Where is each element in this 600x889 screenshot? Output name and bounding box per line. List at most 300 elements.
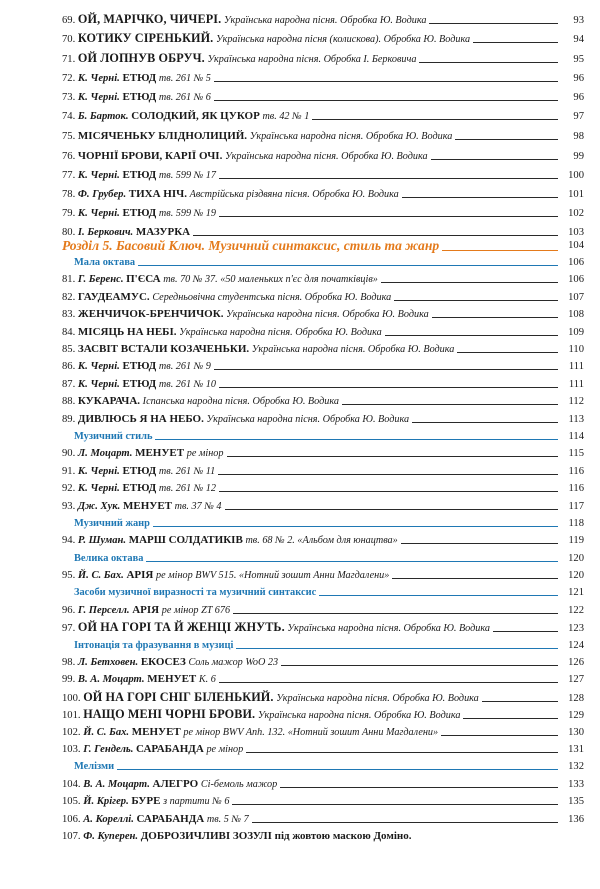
entry-description: Українська народна пісня (колискова). Обробка Ю. Водика xyxy=(215,34,471,45)
entry-composer: К. Черні. xyxy=(77,483,120,494)
entry-number: 97. xyxy=(62,623,76,634)
page-number: 128 xyxy=(568,693,584,704)
leader-line xyxy=(232,804,558,805)
section-title: Музичний жанр xyxy=(74,518,150,529)
entry-title: ЕТЮД xyxy=(122,91,157,103)
entry-number: 84. xyxy=(62,327,76,338)
leader-line xyxy=(493,631,558,632)
entry-number: 69. xyxy=(62,15,76,26)
entry-title: П'ЄСА xyxy=(126,273,161,285)
entry-description: Українська народна пісня. Обробка І. Берковича xyxy=(207,54,417,65)
entry-number: 89. xyxy=(62,414,76,425)
entry-number: 91. xyxy=(62,466,76,477)
page-number: 114 xyxy=(568,431,584,442)
leader-line xyxy=(236,648,558,649)
entry-title: ДОБРОЗИЧЛИВІ ЗОЗУЛІ під жовтою маскою Доміно. xyxy=(140,830,412,842)
page-number: 95 xyxy=(573,54,584,65)
page-number: 127 xyxy=(568,674,584,685)
page-number: 117 xyxy=(568,501,584,512)
entry-description: тв. 599 № 17 xyxy=(158,170,216,181)
toc-entry xyxy=(62,447,584,460)
entry-number: 93. xyxy=(62,501,76,512)
entry-title: НАЩО МЕНІ ЧОРНІ БРОВИ. xyxy=(83,707,256,721)
entry-title: БУРЕ xyxy=(131,795,161,807)
entry-description: тв. 261 № 11 xyxy=(158,466,216,477)
page-number: 111 xyxy=(568,361,584,372)
leader-line xyxy=(153,526,558,527)
entry-text xyxy=(62,569,389,582)
entry-description: Українська народна пісня. Обробка Ю. Водика xyxy=(225,151,428,162)
page-number: 118 xyxy=(568,518,584,529)
page-number: 100 xyxy=(568,170,584,181)
page-number: 115 xyxy=(568,448,584,459)
toc-entry xyxy=(62,343,584,356)
leader-line xyxy=(455,139,558,140)
entry-text xyxy=(62,534,398,547)
entry-description: Українська народна пісня. Обробка Ю. Водика xyxy=(287,623,490,634)
page-number: 110 xyxy=(568,344,584,355)
entry-composer: К. Черні. xyxy=(77,170,120,181)
toc-entry xyxy=(62,52,584,66)
entry-title: МЕНУЕТ xyxy=(135,447,185,459)
entry-title: ОЙ НА ГОРІ ТА Й ЖЕНЦІ ЖНУТЬ. xyxy=(77,620,285,634)
toc-entry xyxy=(62,691,584,705)
page-number: 120 xyxy=(568,570,584,581)
page-number: 104 xyxy=(568,240,584,251)
toc-entry xyxy=(62,13,584,27)
entry-number: 79. xyxy=(62,208,76,219)
toc-entry xyxy=(62,188,584,201)
entry-description: Українська народна пісня. Обробка Ю. Водика xyxy=(226,309,429,320)
entry-description: Соль мажор WoO 23 xyxy=(188,657,279,668)
leader-line xyxy=(155,439,558,440)
entry-composer: Й. С. Бах. xyxy=(77,570,124,581)
section-title: Велика октава xyxy=(74,553,144,564)
page-number: 93 xyxy=(573,15,584,26)
entry-text xyxy=(62,726,438,739)
leader-line xyxy=(225,509,558,510)
leader-line xyxy=(193,235,558,236)
toc-entry xyxy=(62,130,584,143)
entry-description: Українська народна пісня. Обробка Ю. Водика xyxy=(276,693,479,704)
toc-entry xyxy=(62,72,584,85)
entry-title: АРІЯ xyxy=(126,569,154,581)
entry-title: МЕНУЕТ xyxy=(147,673,197,685)
entry-composer: Г. Гендель. xyxy=(83,744,134,755)
entry-number: 71. xyxy=(62,54,76,65)
section-title: Музичний стиль xyxy=(74,431,153,442)
entry-text xyxy=(62,72,211,85)
entry-text xyxy=(62,691,479,705)
entry-text xyxy=(62,778,277,791)
entry-description: Австрійська різдвяна пісня. Обробка Ю. Водика xyxy=(189,189,399,200)
leader-line xyxy=(482,701,558,702)
entry-title: МАЗУРКА xyxy=(135,226,191,238)
entry-composer: К. Черні. xyxy=(77,73,120,84)
entry-composer: А. Кореллі. xyxy=(83,814,134,825)
section-title: Засоби музичної виразності та музичний синтаксис xyxy=(74,587,317,598)
leader-line xyxy=(429,23,558,24)
entry-title: АЛЕГРО xyxy=(152,778,199,790)
leader-line xyxy=(385,335,558,336)
chapter-title: Розділ 5. Басовий Ключ. Музичний синтаксис, стиль та жанр xyxy=(62,238,440,253)
entry-title: ЗАСВІТ ВСТАЛИ КОЗАЧЕНЬКИ. xyxy=(77,343,250,355)
chapter-heading xyxy=(62,238,584,254)
entry-text xyxy=(62,308,429,321)
leader-line xyxy=(219,682,558,683)
page-number: 122 xyxy=(568,605,584,616)
toc-entry xyxy=(62,726,584,739)
entry-number: 76. xyxy=(62,151,76,162)
entry-title: КУКАРАЧА. xyxy=(77,395,141,407)
page-number: 94 xyxy=(573,34,584,45)
toc-entry xyxy=(62,32,584,46)
page-number: 96 xyxy=(573,92,584,103)
entry-description: Іспанська народна пісня. Обробка Ю. Водика xyxy=(142,396,339,407)
entry-text xyxy=(62,378,216,391)
page-number: 136 xyxy=(568,814,584,825)
entry-title: МІСЯЧЕНЬКУ БЛІДНОЛИЦИЙ. xyxy=(77,130,248,142)
page-number: 135 xyxy=(568,796,584,807)
entry-title: ЕТЮД xyxy=(122,169,157,181)
section-title: Мала октава xyxy=(74,257,136,268)
entry-text xyxy=(62,708,460,722)
entry-title: ЕТЮД xyxy=(122,72,157,84)
toc-entry xyxy=(62,604,584,617)
toc-entry xyxy=(62,169,584,182)
toc-entry xyxy=(62,378,584,391)
toc-entry xyxy=(62,91,584,104)
entry-number: 73. xyxy=(62,92,76,103)
entry-description: ре мінор xyxy=(206,744,244,755)
entry-number: 90. xyxy=(62,448,76,459)
entry-composer: К. Черні. xyxy=(77,379,120,390)
entry-composer: К. Черні. xyxy=(77,466,120,477)
entry-description: тв. 42 № 1 xyxy=(262,111,310,122)
leader-line xyxy=(401,543,558,544)
entry-title: ЖЕНЧИЧОК-БРЕНЧИЧОК. xyxy=(77,308,224,320)
entry-description: тв. 261 № 12 xyxy=(158,483,216,494)
section-heading xyxy=(62,552,584,565)
entry-text xyxy=(62,673,216,686)
entry-number: 106. xyxy=(62,814,81,825)
entry-description: тв. 68 № 2. «Альбом для юнацтва» xyxy=(245,535,398,546)
entry-description: тв. 261 № 10 xyxy=(158,379,216,390)
entry-description: тв. 37 № 4 xyxy=(174,501,222,512)
leader-line xyxy=(214,81,558,82)
leader-line xyxy=(381,282,558,283)
page-number: 99 xyxy=(573,151,584,162)
page-number: 101 xyxy=(568,189,584,200)
entry-text xyxy=(62,13,426,27)
entry-text xyxy=(62,656,278,669)
entry-description: ре мінор BWV 515. «Нотний зошит Анни Магдалени» xyxy=(155,570,390,581)
entry-number: 95. xyxy=(62,570,76,581)
entry-number: 99. xyxy=(62,674,76,685)
page-number: 97 xyxy=(573,111,584,122)
leader-line xyxy=(394,300,558,301)
leader-line xyxy=(219,491,558,492)
toc-entry xyxy=(62,621,584,635)
entry-number: 88. xyxy=(62,396,76,407)
entry-number: 101. xyxy=(62,710,81,721)
entry-number: 98. xyxy=(62,657,76,668)
entry-title: МЕНУЕТ xyxy=(122,500,172,512)
entry-composer: Дж. Хук. xyxy=(77,501,121,512)
entry-title: СОЛОДКИЙ, ЯК ЦУКОР xyxy=(131,110,260,122)
entry-number: 87. xyxy=(62,379,76,390)
leader-line xyxy=(214,100,558,101)
toc-entry xyxy=(62,778,584,791)
entry-description: Українська народна пісня. Обробка Ю. Водика xyxy=(251,344,455,355)
toc-entry xyxy=(62,743,584,756)
entry-number: 105. xyxy=(62,796,81,807)
leader-line xyxy=(412,422,558,423)
entry-title: АРІЯ xyxy=(132,604,160,616)
entry-number: 82. xyxy=(62,292,76,303)
entry-description: тв. 261 № 9 xyxy=(158,361,211,372)
leader-line xyxy=(431,159,558,160)
toc-entry xyxy=(62,569,584,582)
entry-number: 78. xyxy=(62,189,76,200)
leader-line xyxy=(441,735,558,736)
toc-entry xyxy=(62,150,584,163)
entry-description: Українська народна пісня. Обробка Ю. Водика xyxy=(249,131,453,142)
section-title: Мелізми xyxy=(74,761,115,772)
leader-line xyxy=(246,752,558,753)
section-heading xyxy=(62,586,584,599)
entry-text xyxy=(62,110,309,123)
entry-description: Українська народна пісня. Обробка Ю. Водика xyxy=(223,15,427,26)
entry-text xyxy=(62,500,222,513)
entry-text xyxy=(62,482,216,495)
entry-number: 70. xyxy=(62,34,76,45)
page-number: 132 xyxy=(568,761,584,772)
toc-entry xyxy=(62,360,584,373)
entry-description: Українська народна пісня. Обробка Ю. Водика xyxy=(206,414,410,425)
leader-line xyxy=(312,119,558,120)
entry-text xyxy=(62,32,470,46)
entry-composer: Г. Перселл. xyxy=(77,605,130,616)
leader-line xyxy=(463,718,558,719)
entry-composer: В. А. Моцарт. xyxy=(83,779,150,790)
entry-composer: Л. Бетховен. xyxy=(77,657,139,668)
entry-description: тв. 5 № 7 xyxy=(206,814,249,825)
entry-composer: Ф. Куперен. xyxy=(83,831,139,842)
entry-number: 96. xyxy=(62,605,76,616)
toc-entry xyxy=(62,534,584,547)
entry-number: 104. xyxy=(62,779,81,790)
entry-description: Сі-бемоль мажор xyxy=(200,779,278,790)
page-number: 133 xyxy=(568,779,584,790)
entry-text xyxy=(62,395,339,408)
leader-line xyxy=(319,595,558,596)
entry-text xyxy=(62,621,490,635)
leader-line xyxy=(117,769,558,770)
entry-description: тв. 599 № 19 xyxy=(158,208,216,219)
leader-line xyxy=(214,369,558,370)
page-number: 131 xyxy=(568,744,584,755)
entry-description: Середньовічна студентська пісня. Обробка Ю. Водика xyxy=(152,292,392,303)
page-number: 121 xyxy=(568,587,584,598)
section-title: Інтонація та фразування в музиці xyxy=(74,640,234,651)
entry-description: ре мінор BWV Anh. 132. «Нотний зошит Анни Магдалени» xyxy=(183,727,439,738)
entry-title: ОЙ, МАРІЧКО, ЧИЧЕРІ. xyxy=(77,12,222,26)
entry-title: ЕТЮД xyxy=(122,465,157,477)
entry-title: ОЙ НА ГОРІ СНІГ БІЛЕНЬКИЙ. xyxy=(83,690,274,704)
entry-text xyxy=(62,360,211,373)
entry-text xyxy=(62,447,224,460)
entry-text xyxy=(62,413,409,426)
entry-title: ЕТЮД xyxy=(122,482,157,494)
toc-entry xyxy=(62,110,584,123)
entry-composer: Б. Барток. xyxy=(77,111,129,122)
leader-line xyxy=(342,404,558,405)
toc-entry xyxy=(62,708,584,722)
page-number: 120 xyxy=(568,553,584,564)
entry-text xyxy=(62,273,378,286)
entry-description: К. 6 xyxy=(198,674,216,685)
toc-entry xyxy=(62,813,584,826)
entry-number: 77. xyxy=(62,170,76,181)
entry-description: тв. 261 № 6 xyxy=(158,92,211,103)
toc-entry xyxy=(62,207,584,220)
entry-text xyxy=(62,169,216,182)
toc-entry xyxy=(62,830,584,843)
page-number: 116 xyxy=(568,483,584,494)
entry-number: 103. xyxy=(62,744,81,755)
leader-line xyxy=(252,822,558,823)
entry-description: ре мінор xyxy=(186,448,224,459)
entry-text xyxy=(62,150,428,163)
leader-line xyxy=(146,561,558,562)
leader-line xyxy=(218,474,558,475)
section-heading xyxy=(62,517,584,530)
page-number: 98 xyxy=(573,131,584,142)
page-number: 129 xyxy=(568,710,584,721)
page-number: 109 xyxy=(568,327,584,338)
entry-text xyxy=(62,130,452,143)
entry-text xyxy=(62,52,416,66)
page-number: 107 xyxy=(568,292,584,303)
entry-title: ЕТЮД xyxy=(122,360,157,372)
entry-title: САРАБАНДА xyxy=(136,743,204,755)
leader-line xyxy=(457,352,558,353)
page-number: 103 xyxy=(568,227,584,238)
entry-title: ОЙ ЛОПНУВ ОБРУЧ. xyxy=(77,51,205,65)
entry-composer: Й. С. Бах. xyxy=(83,727,130,738)
entry-number: 85. xyxy=(62,344,76,355)
toc-entry xyxy=(62,395,584,408)
page-number: 111 xyxy=(568,379,584,390)
entry-text xyxy=(62,326,382,339)
entry-composer: К. Черні. xyxy=(77,361,120,372)
entry-text xyxy=(62,188,399,201)
leader-line xyxy=(219,178,558,179)
entry-text xyxy=(62,830,412,843)
entry-description: тв. 70 № 37. «50 маленьких п'єс для початківців» xyxy=(163,274,378,285)
page-number: 112 xyxy=(568,396,584,407)
leader-line xyxy=(473,42,558,43)
entry-title: ДИВЛЮСЬ Я НА НЕБО. xyxy=(77,413,204,425)
leader-line xyxy=(280,787,558,788)
entry-composer: І. Беркович. xyxy=(77,227,134,238)
entry-number: 81. xyxy=(62,274,76,285)
entry-text xyxy=(62,91,211,104)
leader-line xyxy=(219,216,558,217)
entry-title: ЧОРНІЇ БРОВИ, КАРІЇ ОЧІ. xyxy=(77,150,223,162)
page-number: 106 xyxy=(568,257,584,268)
entry-title: САРАБАНДА xyxy=(136,813,205,825)
entry-title: МЕНУЕТ xyxy=(131,726,181,738)
entry-composer: Р. Шуман. xyxy=(77,535,127,546)
section-heading xyxy=(62,430,584,443)
entry-number: 107. xyxy=(62,831,81,842)
entry-composer: Ф. Грубер. xyxy=(77,189,127,200)
entry-description: тв. 261 № 5 xyxy=(158,73,211,84)
leader-line xyxy=(442,250,558,251)
toc-entry xyxy=(62,291,584,304)
page-number: 130 xyxy=(568,727,584,738)
entry-text xyxy=(62,465,215,478)
entry-title: МІСЯЦЬ НА НЕБІ. xyxy=(77,326,177,338)
entry-description: Українська народна пісня. Обробка Ю. Водика xyxy=(179,327,382,338)
entry-text xyxy=(62,795,229,808)
toc-entry xyxy=(62,482,584,495)
entry-composer: В. А. Моцарт. xyxy=(77,674,145,685)
toc-entry xyxy=(62,308,584,321)
entry-text xyxy=(62,291,391,304)
entry-title: ТИХА НІЧ. xyxy=(128,188,187,200)
entry-text xyxy=(62,207,216,220)
entry-title: ЕТЮД xyxy=(122,207,157,219)
page-number: 102 xyxy=(568,208,584,219)
leader-line xyxy=(227,456,559,457)
entry-number: 86. xyxy=(62,361,76,372)
section-heading xyxy=(62,760,584,773)
entry-number: 92. xyxy=(62,483,76,494)
entry-description: Українська народна пісня. Обробка Ю. Водика xyxy=(257,710,461,721)
entry-title: МАРШ СОЛДАТИКІВ xyxy=(128,534,243,546)
entry-title: ГАУДЕАМУС. xyxy=(77,291,150,303)
leader-line xyxy=(233,613,558,614)
page-number: 116 xyxy=(568,466,584,477)
entry-text xyxy=(62,743,243,756)
page-number: 119 xyxy=(568,535,584,546)
toc-entry xyxy=(62,500,584,513)
section-heading xyxy=(62,639,584,652)
entry-composer: Г. Беренс. xyxy=(77,274,124,285)
entry-text xyxy=(62,604,230,617)
entry-description: ре мінор ZT 676 xyxy=(161,605,231,616)
page-number: 108 xyxy=(568,309,584,320)
leader-line xyxy=(138,265,558,266)
page-number: 124 xyxy=(568,640,584,651)
page-number: 113 xyxy=(568,414,584,425)
entry-text xyxy=(62,343,454,356)
entry-text xyxy=(62,813,249,826)
toc-entry xyxy=(62,413,584,426)
toc-entry xyxy=(62,656,584,669)
leader-line xyxy=(219,387,558,388)
page-number: 123 xyxy=(568,623,584,634)
entry-number: 74. xyxy=(62,111,76,122)
leader-line xyxy=(402,197,558,198)
toc-entry xyxy=(62,795,584,808)
toc-entry xyxy=(62,326,584,339)
toc-entry xyxy=(62,673,584,686)
page-number: 96 xyxy=(573,73,584,84)
